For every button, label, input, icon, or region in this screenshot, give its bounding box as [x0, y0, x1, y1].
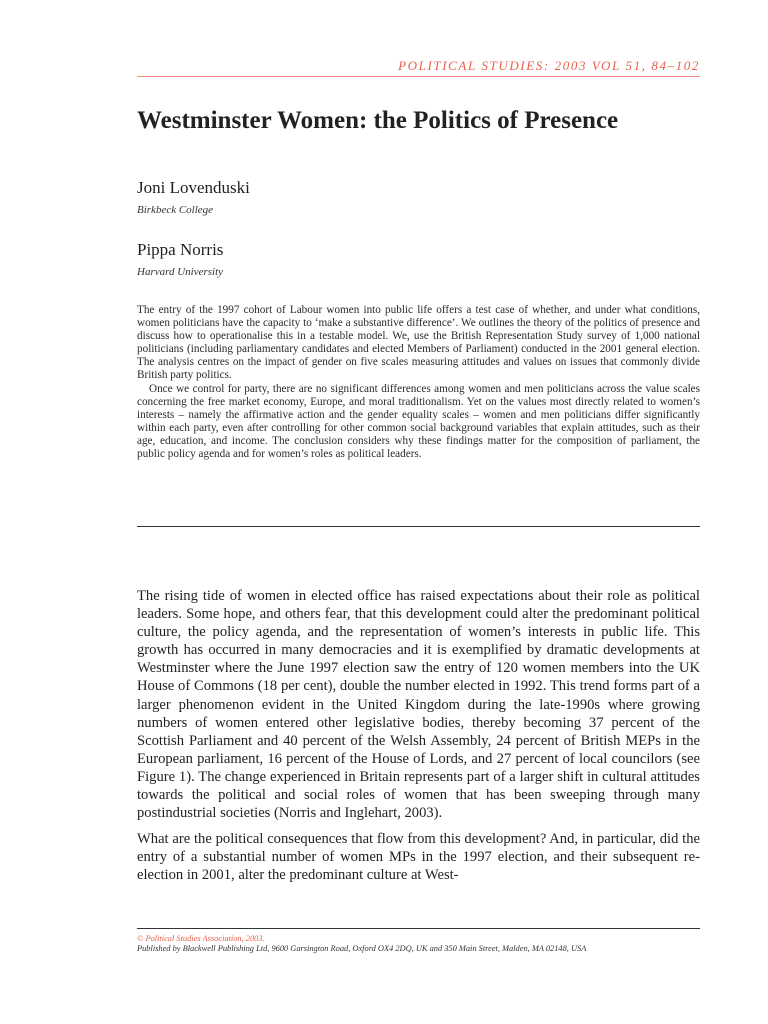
body-paragraph: What are the political consequences that flow from this development? And, in particular, did the entry of a substantial number of women MPs in the 1997 election, and their subsequent re-election in 2001, alter the predominant culture at West-: [137, 831, 700, 884]
author-name: Pippa Norris: [137, 240, 224, 259]
footer-divider: [137, 928, 700, 929]
article-title: Westminster Women: the Politics of Presence: [137, 107, 619, 134]
abstract-divider: [137, 526, 700, 527]
author-affiliation: Harvard University: [137, 266, 224, 278]
abstract-paragraph: The entry of the 1997 cohort of Labour women into public life offers a test case of whether, and under what conditions, women politicians have the capacity to ‘make a substantive difference’. We outlines the theory of the politics of presence and discuss how to operationalise this in a testable model. We, use the British Representation Study survey of 1,000 national politicians (including parliamentary candidates and elected Members of Parliament) conducted in the 2001 general election. The analysis centres on the impact of gender on five scales measuring attitudes and values on issues that commonly divide British party politics.: [137, 304, 700, 382]
journal-header: POLITICAL STUDIES: 2003 VOL 51, 84–102: [398, 58, 700, 73]
body-paragraph: The rising tide of women in elected office has raised expectations about their role as political leaders. Some hope, and others fear, that this development could alter the predominant political culture, the policy agenda, and the representation of women’s interests in public life. This growth has occurred in many democracies and it is exemplified by dramatic developments at Westminster where the June 1997 election saw the entry of 120 women members into the UK House of Commons (18 per cent), double the number elected in 1992. This trend forms part of a larger phenomenon evident in the United Kingdom during the late-1990s where growing numbers of women entered other legislative bodies, thereby becoming 37 percent of the Scottish Parliament and 40 percent of the Welsh Assembly, 24 percent of British MEPs in the European parliament, 16 percent of the House of Lords, and 27 percent of local councilors (see Figure 1). The change experienced in Britain represents part of a larger shift in cultural attitudes towards the political and social roles of women that has been sweeping through many postindustrial societies (Norris and Inglehart, 2003).: [137, 588, 700, 822]
header-rule: [137, 76, 700, 77]
page-footer: [137, 934, 700, 954]
abstract: [137, 304, 700, 461]
abstract-paragraph: Once we control for party, there are no significant differences among women and men politicians across the value scales concerning the free market economy, Europe, and moral traditionalism. Yet on the values most directly related to women’s interests – namely the affirmative action and the gender equality scales – women and men politicians differ significantly within each party, even after controlling for other common social background variables that explain attitudes, such as their age, education, and income. The conclusion considers why these findings matter for the composition of parliament, the public policy agenda and for women’s roles as political leaders.: [137, 382, 700, 461]
article-body: [137, 587, 700, 893]
author-affiliation: Birkbeck College: [137, 204, 214, 216]
author-name: Joni Lovenduski: [137, 178, 250, 197]
publisher-notice: Published by Blackwell Publishing Ltd, 9600 Garsington Road, Oxford OX4 2DQ, UK and 350 Main Street, Malden, MA 02148, USA: [137, 944, 587, 953]
copyright-notice: © Political Studies Association, 2003.: [137, 934, 265, 943]
